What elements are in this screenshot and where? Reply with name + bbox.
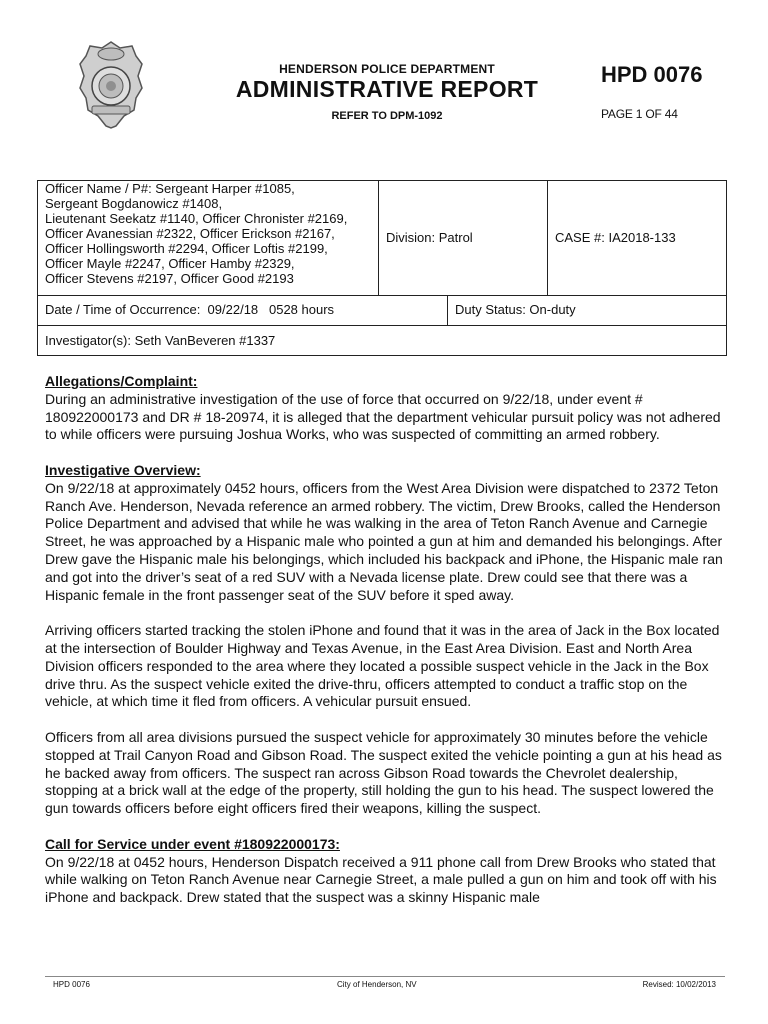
divider: [378, 181, 379, 295]
officer-row: [38, 181, 726, 296]
division-cell: Division: Patrol: [386, 230, 473, 245]
page-number: PAGE 1 OF 44: [601, 107, 678, 121]
investigator-cell: Investigator(s): Seth VanBeveren #1337: [45, 333, 276, 348]
divider: [547, 181, 548, 295]
refer-policy: REFER TO DPM-1092: [331, 110, 443, 122]
footer-rule: [45, 976, 725, 977]
case-number-cell: CASE #: IA2018-133: [555, 230, 676, 245]
occurrence-row: [38, 295, 726, 326]
footer-form-number: HPD 0076: [53, 980, 90, 989]
overview-paragraph: On 9/22/18 at approximately 0452 hours, officers from the West Area Division were dispatched to 2372 Teton Ranch Ave. Henderson, Nevada reference an armed robbery. The victim, Drew Brooks, called the Henderson Police Department and advised that while he was walking in the area of Teton Ranch Avenue and Carnegie Street, he was approached by a Hispanic male who pointed a gun at him and demanded his belongings. After Drew gave the Hispanic male his belongings, which included his backpack and iPhone, the Hispanic male ran and got into the driver’s seat of a red SUV with a Nevada license plate. Drew could see that there was a Hispanic female in the front passenger seat of the SUV before it sped away.: [45, 479, 723, 603]
form-number: HPD 0076: [601, 62, 703, 87]
allegations-heading: Allegations/Complaint:: [45, 373, 198, 389]
investigator-row: [38, 325, 726, 356]
officer-line: Lieutenant Seekatz #1140, Officer Chronister #2169,: [45, 211, 348, 226]
officer-line: Officer Stevens #2197, Officer Good #2193: [45, 271, 294, 286]
department-name: HENDERSON POLICE DEPARTMENT: [279, 62, 495, 76]
report-title: ADMINISTRATIVE REPORT: [235, 76, 539, 102]
call-for-service-heading: Call for Service under event #180922000173:: [45, 835, 340, 852]
occurrence-cell: Date / Time of Occurrence: 09/22/18 0528 hours: [45, 302, 335, 317]
footer-revised: Revised: 10/02/2013: [642, 980, 716, 989]
footer-city: City of Henderson, NV: [337, 980, 417, 989]
officer-line: Officer Mayle #2247, Officer Hamby #2329,: [45, 256, 295, 271]
overview-heading: Investigative Overview:: [45, 461, 201, 478]
overview-paragraph: Arriving officers started tracking the stolen iPhone and found that it was in the area of Jack in the Box located at the intersection of Boulder Highway and Texas Avenue, in the East Area Division. East and North Area Division officers responded to the area where they located a possible suspect vehicle in the Jack in the Box drive thru. As the suspect vehicle exited the drive-thru, officers attempted to conduct a traffic stop on the vehicle, at which time it fled from officers. A vehicular pursuit ensued.: [45, 622, 720, 710]
officer-line: Officer Hollingsworth #2294, Officer Loftis #2199,: [45, 241, 328, 256]
duty-status-cell: Duty Status: On-duty: [455, 302, 576, 317]
officer-line: Sergeant Bogdanowicz #1408,: [45, 196, 223, 211]
police-badge-icon: [78, 40, 144, 130]
report-body: [45, 373, 725, 907]
call-for-service-paragraph: On 9/22/18 at 0452 hours, Henderson Dispatch received a 911 phone call from Drew Brooks who stated that while walking on Teton Ranch Avenue near Carnegie Street, a male pulled a gun on him and took off with his iPhone and backpack. Drew stated that the suspect was a skinny Hispanic male: [45, 853, 717, 906]
case-info-table: [37, 180, 727, 356]
allegations-paragraph: During an administrative investigation of the use of force that occurred on 9/22/18, under event # 180922000173 and DR # 18-20974, it is alleged that the department vehicular pursuit policy was not adhered to while officers were pursuing Joshua Works, who was suspected of committing an armed robbery.: [45, 390, 721, 443]
officer-list: [45, 181, 375, 286]
officer-line: Officer Avanessian #2322, Officer Erickson #2167,: [45, 226, 335, 241]
overview-paragraph: Officers from all area divisions pursued the suspect vehicle for approximately 30 minutes before the vehicle stopped at Trail Canyon Road and Gibson Road. The suspect exited the vehicle pointing a gun at his head as he backed away from officers. The suspect ran across Gibson Road towards the Chevrolet dealership, stopping at a brick wall at the edge of the property, still holding the gun to his head. The suspect lowered the gun towards officers before eight officers fired their weapons, killing the suspect.: [45, 728, 722, 817]
officer-line: Officer Name / P#: Sergeant Harper #1085,: [45, 181, 295, 196]
divider: [447, 295, 448, 325]
